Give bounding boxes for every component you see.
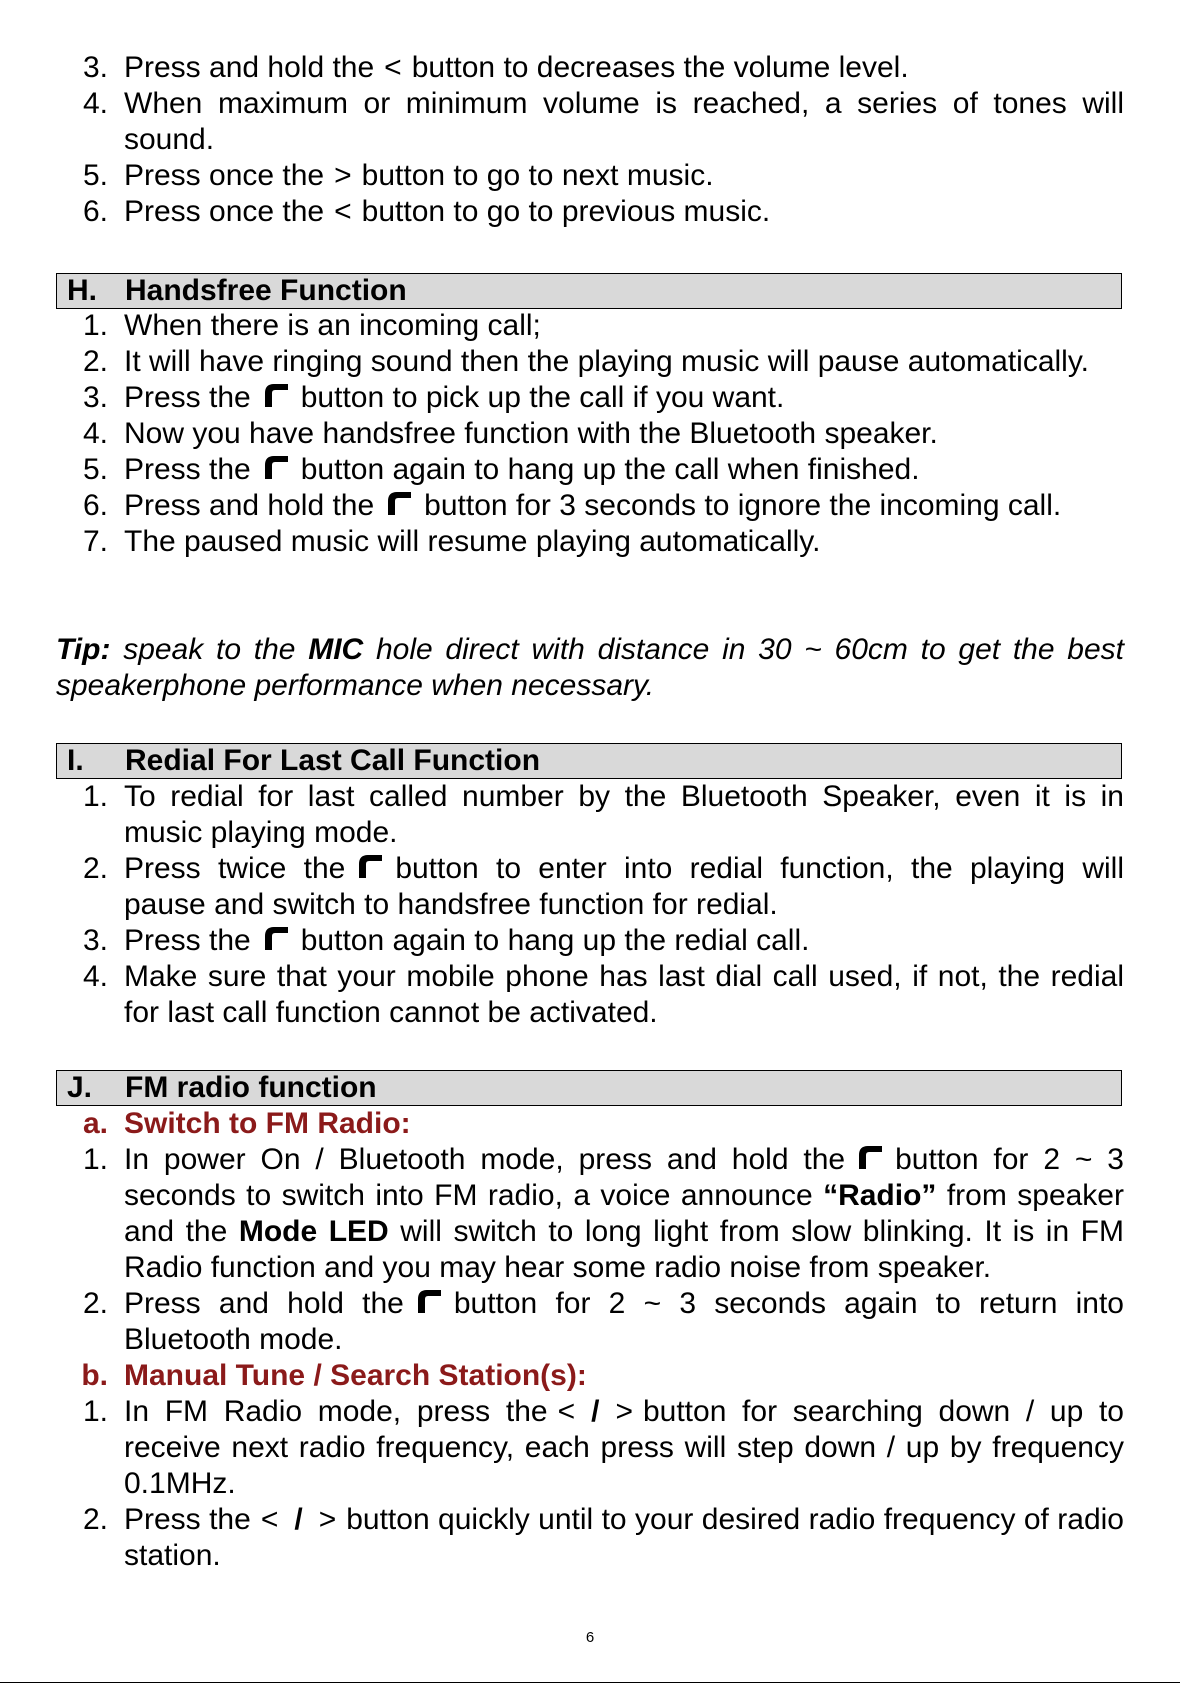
redial-list	[56, 779, 1124, 1031]
list-item: 5. Press once the > button to go to next music.	[82, 159, 714, 192]
chevron-right-icon: >	[334, 159, 352, 192]
list-item: 3. Press and hold the < button to decreases the volume level.	[82, 51, 909, 84]
footer-divider	[0, 1682, 1180, 1683]
phone-icon	[355, 851, 385, 881]
phone-icon	[384, 488, 414, 518]
list-item: 2. It will have ringing sound then the playing music will pause automatically.	[82, 345, 1089, 378]
list-item: 2. Press the < / > button quickly until to your desired radio frequency of radio station.	[82, 1503, 1124, 1572]
section-title: FM radio function	[125, 1071, 377, 1104]
section-title: Redial For Last Call Function	[125, 744, 541, 777]
list-item: 1. In FM Radio mode, press the < / > button for searching down / up to receive next radio frequency, each press will step down / up by frequency 0.1MHz.	[82, 1395, 1124, 1500]
list-item: 4. When maximum or minimum volume is reached, a series of tones will sound.	[82, 87, 1124, 156]
list-item: 4. Now you have handsfree function with the Bluetooth speaker.	[82, 417, 938, 450]
tip-note: Tip: speak to the MIC hole direct with distance in 30 ~ 60cm to get the best speakerphone performance when necessary.	[56, 633, 1124, 702]
list-item: 7. The paused music will resume playing automatically.	[82, 525, 821, 558]
list-item: 1. To redial for last called number by the Bluetooth Speaker, even it is in music playing mode.	[82, 780, 1124, 849]
phone-icon	[414, 1286, 444, 1316]
phone-icon	[261, 380, 291, 410]
page-number: 6	[585, 1629, 595, 1646]
chevron-left-icon: <	[384, 51, 402, 84]
volume-list	[56, 50, 1124, 230]
list-item: 4. Make sure that your mobile phone has last dial call used, if not, the redial for last call function cannot be activated.	[82, 960, 1124, 1029]
handsfree-list	[56, 308, 1124, 560]
list-item: 1. In power On / Bluetooth mode, press and hold the button for 2 ~ 3 seconds to switch into FM radio, a voice announce “Radio” from speaker and the Mode LED will switch to long light from slow blinking. It is in FM Radio function and you may hear some radio noise from speaker.	[82, 1143, 1124, 1284]
chevron-right-icon: >	[615, 1395, 633, 1428]
chevron-left-icon: <	[334, 195, 352, 228]
chevron-right-icon: >	[318, 1503, 337, 1536]
section-title: Handsfree Function	[125, 274, 407, 307]
subsection-heading-manual-tune: b. Manual Tune / Search Station(s):	[81, 1359, 587, 1392]
list-item: 3. Press the button to pick up the call if you want.	[82, 381, 785, 414]
phone-icon	[855, 1142, 885, 1172]
phone-icon	[261, 923, 291, 953]
list-item: 1. When there is an incoming call;	[82, 309, 541, 342]
section-heading-handsfree: H. Handsfree Function	[56, 273, 1122, 309]
chevron-left-icon: <	[260, 1503, 279, 1536]
chevron-left-icon: <	[557, 1395, 576, 1428]
phone-icon	[261, 452, 291, 482]
subsection-heading-switch: a. Switch to FM Radio:	[82, 1107, 411, 1140]
section-heading-fm-radio: J. FM radio function	[56, 1070, 1122, 1106]
list-item: 3. Press the button again to hang up the redial call.	[82, 924, 810, 957]
section-heading-redial: I. Redial For Last Call Function	[56, 743, 1122, 779]
list-item: 6. Press and hold the button for 3 seconds to ignore the incoming call.	[82, 489, 1062, 522]
list-item: 2. Press and hold the button for 2 ~ 3 seconds again to return into Bluetooth mode.	[82, 1287, 1124, 1356]
list-item: 6. Press once the < button to go to previous music.	[82, 195, 771, 228]
list-item: 2. Press twice the button to enter into redial function, the playing will pause and switch to handsfree function for redial.	[82, 852, 1124, 921]
fm-radio-list	[56, 1106, 1124, 1574]
list-item: 5. Press the button again to hang up the call when finished.	[82, 453, 920, 486]
